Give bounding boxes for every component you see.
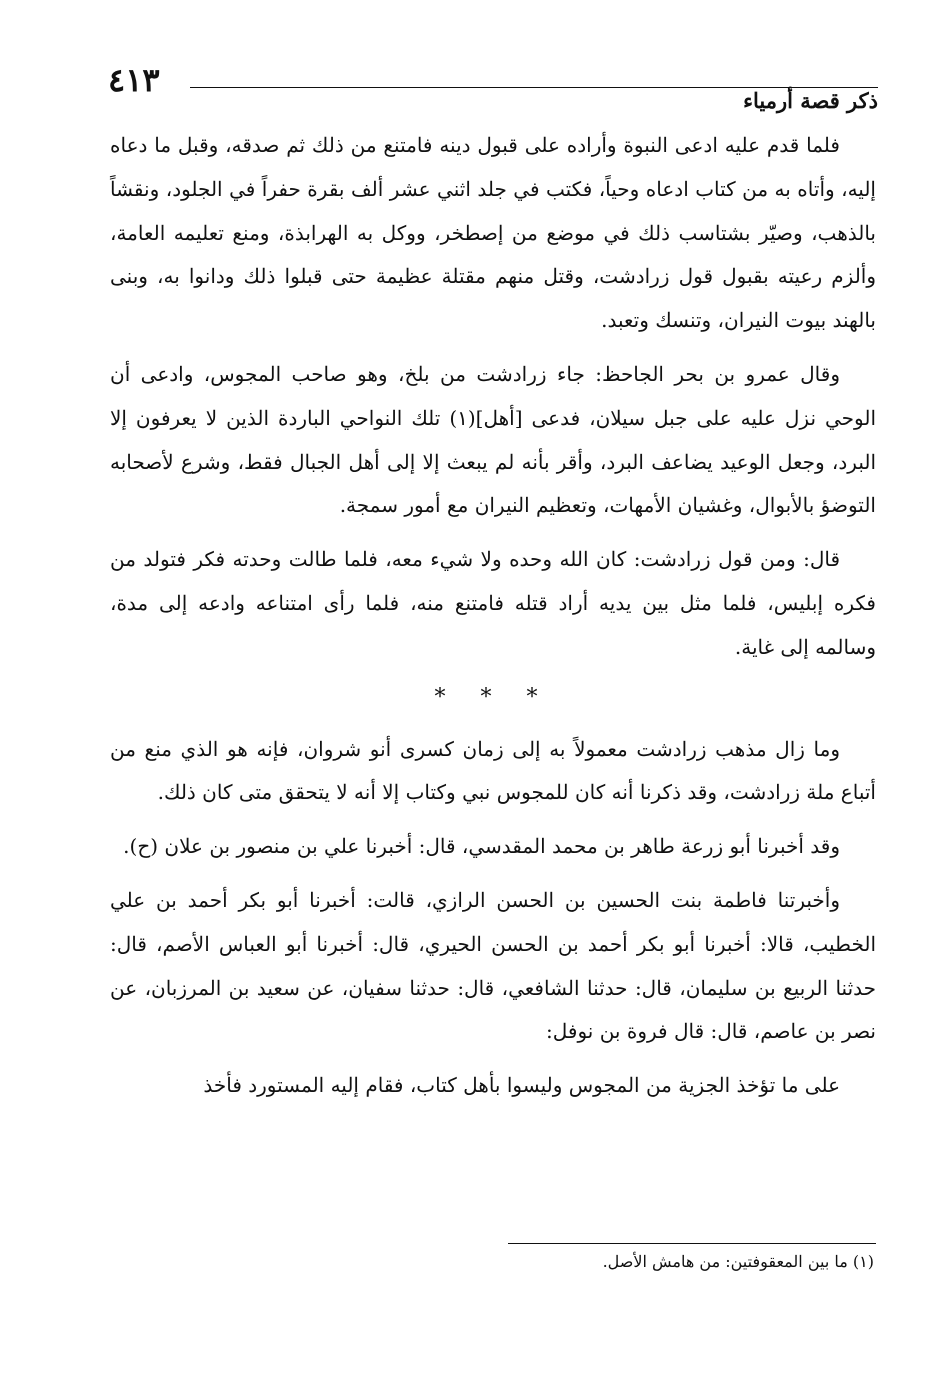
paragraph: وما زال مذهب زرادشت معمولاً به إلى زمان كسرى أنو شروان، فإنه هو الذي منع من أتباع ملة زرادشت، وقد ذكرنا أنه كان للمجوس نبي وكتاب إلا أنه لا يتحقق متى كان ذلك. <box>110 736 876 805</box>
paragraph: على ما تؤخذ الجزية من المجوس وليسوا بأهل كتاب، فقام إليه المستورد فأخذ <box>203 1073 840 1098</box>
paragraph: وقال عمرو بن بحر الجاحظ: جاء زرادشت من بلخ، وهو صاحب المجوس، وادعى أن الوحي نزل عليه على جبل سيلان، فدعى [أهل](١) تلك النواحي الباردة الذين لا يعرفون إلا البرد، وجعل الوعيد يضاعف البرد، وأقر بأنه لم يبعث إلا إلى أهل الجبال فقط، وشرع لأصحابه التوضؤ بالأبوال، وغشيان الأمهات، وتعظيم النيران مع أمور سمجة. <box>110 361 877 518</box>
page-header <box>108 61 878 116</box>
paragraph: فلما قدم عليه ادعى النبوة وأراده على قبول دينه فامتنع من ذلك ثم صدقه، وقبل ما دعاه إليه، وأتاه به من كتاب ادعاه وحياً، فكتب في جلد اثني عشر ألف بقرة حفراً في الجلود، ونقشاً بالذهب، وصيّر بشتاسب ذلك في موضع من إصطخر، ووكل به الهرابذة، ومنع تعليمه العامة، وألزم رعيته بقبول قول زرادشت، وقتل منهم مقتلة عظيمة حتى قبلوا ذلك ودانوا به، وبنى بالهند بيوت النيران، وتنسك وتعبد. <box>110 133 876 333</box>
footnote: (١) ما بين المعقوفتين: من هامش الأصل. <box>602 1252 874 1271</box>
body-text <box>110 124 876 1118</box>
page-number: ٤١٣ <box>108 61 160 99</box>
paragraph: وقد أخبرنا أبو زرعة طاهر بن محمد المقدسي، قال: أخبرنا علي بن منصور بن علان (ح). <box>123 834 840 859</box>
section-separator: * * * <box>434 684 552 710</box>
paragraph: وأخبرتنا فاطمة بنت الحسين بن الحسن الرازي، قالت: أخبرنا أبو بكر أحمد بن علي الخطيب، قالا: أخبرنا أبو بكر أحمد بن الحسن الحيري، قال: أخبرنا أبو العباس الأصم، قال: حدثنا الربيع بن سليمان، قال: حدثنا الشافعي، قال: حدثنا سفيان، عن سعيد بن المرزبان، عن نصر بن عاصم، قال: قال فروة بن نوفل: <box>110 887 876 1044</box>
footnote-rule <box>508 1243 876 1244</box>
paragraph: قال: ومن قول زرادشت: كان الله وحده ولا شيء معه، فلما طالت وحدته فكر فتولد من فكره إبليس، فلما مثل بين يديه أراد قتله فامتنع منه، فلما رأى امتناعه وادعه إلى مدة، وسالمه إلى غاية. <box>110 547 876 659</box>
running-title: ذكر قصة أرمياء <box>743 88 878 113</box>
